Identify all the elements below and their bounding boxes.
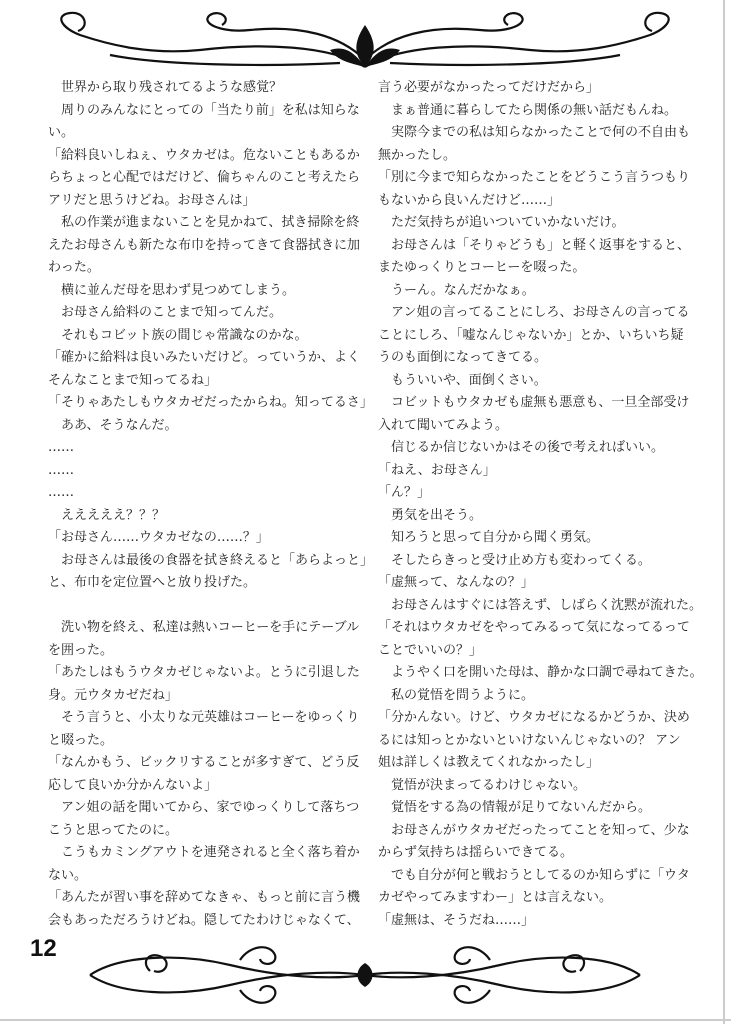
text-line: お母さんは最後の食器を拭き終えると「あらよっと」 [48,552,374,568]
text-line: 「虚無は、そうだね……」 [378,912,535,928]
page-edge-bottom [0,1019,731,1021]
page-edge-right [723,0,725,1024]
text-line: わった。 [48,260,100,275]
text-line: と、布巾を定位置へと放り投げた。 [48,575,257,590]
text-line: 世界から取り残されてるような感覚？ [48,80,283,95]
text-line: 「あんたが習い事を辞めてなきゃ、もっと前に言う機 [48,890,361,905]
text-line: 私の覚悟を問うように。 [378,687,535,703]
text-line: アン姐の言ってることにしろ、お母さんの言ってる [378,305,690,320]
text-line: そんなことまで知ってるね」 [48,372,218,388]
text-line: …… [48,462,74,478]
text-line: うーん。なんだかなぁ。 [378,282,535,298]
text-line: 会もあっただろうけどね。隠してたわけじゃなくて、 [48,912,360,928]
top-ornament-flourish [0,5,731,75]
text-line: を囲った。 [48,642,114,658]
text-line: 覚悟が決まってるわけじゃない。 [378,777,587,793]
text-line: それもコビット族の間じゃ常識なのかな。 [48,327,308,343]
text-line: 「なんかもう、ビックリすることが多すぎて、どう反 [48,755,360,770]
text-line: またゆっくりとコーヒーを啜った。 [378,260,586,275]
text-line: 言う必要がなかったってだけだから」 [378,80,600,95]
text-line: うのも面倒になってきてる。 [378,350,548,365]
text-line: もういいや、面倒くさい。 [378,372,547,388]
text-line: まぁ普通に暮らしてたら関係の無い話だもんね。 [378,102,678,118]
text-line: 横に並んだ母を思わず見つめてしまう。 [48,282,296,298]
text-line: ああ、そうなんだ。 [48,417,178,433]
text-line: …… [48,440,74,455]
text-line: でも自分が何と戦おうとしてるのか知らずに「ウタ [378,867,690,883]
text-line: い。 [48,125,75,140]
text-line: 「それはウタカゼをやってみるって気になってるって [378,620,690,635]
text-line: 勇気を出そう。 [378,507,483,523]
text-line: と啜った。 [48,732,114,748]
text-line: ことでいいの？」 [378,642,483,658]
text-line: そしたらきっと受け止め方も変わってくる。 [378,552,651,568]
text-line: 「給料良いしねぇ、ウタカゼは。危ないこともあるか [48,147,360,163]
text-line: 「分かんない。けど、ウタカゼになるかどうか、決め [378,710,690,725]
text-line: ない。 [48,867,88,883]
bottom-ornament-flourish [0,935,731,1010]
text-line: アン姐の話を聞いてから、家でゆっくりして落ちつ [48,800,360,815]
text-line: こうと思ってたのに。 [48,822,179,838]
page-number: 12 [30,935,57,962]
text-line: 応して良いか分かんないよ」 [48,777,218,793]
text-line: 「虚無って、なんなの？」 [378,575,534,590]
text-line: えたお母さんも新たな布巾を持ってきて食器拭きに加 [48,237,361,253]
text-line: 「確かに給料は良いみたいだけど。っていうか、よく [48,350,361,365]
text-line: 洗い物を終え、私達は熱いコーヒーを手にテーブル [48,620,360,635]
text-line: らちょっと心配ではだけど、倫ちゃんのこと考えたら [48,170,361,185]
text-line: お母さんは「そりゃどうも」と軽く返事をすると、 [378,237,691,253]
text-line: 知ろうと思って自分から聞く勇気。 [378,530,600,545]
text-line: 身。元ウタカゼだね」 [48,687,178,703]
text-line: 「ん？」 [378,485,431,500]
text-line: ただ気持ちが追いついていかないだけ。 [378,215,625,230]
text-line: 「あたしはもうウタカゼじゃないよ。とうに引退した [48,665,360,680]
text-line [48,595,374,618]
text-line: ようやく口を開いた母は、静かな口調で尋ねてきた。 [378,665,703,680]
text-line: 無かったし。 [378,147,457,163]
text-line: …… [48,485,74,500]
text-line: 「お母さん……ウタカゼなの……？」 [48,530,269,545]
text-line: 「そりゃあたしもウタカゼだったからね。知ってるさ」 [48,395,373,410]
text-line: お母さん給料のことまで知ってんだ。 [48,305,283,320]
text-line: アリだと思うけどね。お母さんは」 [48,192,256,208]
text-line: 覚悟をする為の情報が足りてないんだから。 [378,800,652,815]
text-line: お母さんがウタカゼだったってことを知って、少な [378,822,690,838]
left-text-column [48,77,374,932]
text-line: 入れて聞いてみよう。 [378,417,509,433]
text-line: もないから良いんだけど……」 [378,192,561,208]
text-line: 周りのみんなにとっての「当たり前」を私は知らな [48,102,360,118]
text-line: ことにしろ、「嘘なんじゃないか」とか、いちいち疑 [378,327,684,343]
text-line: からず気持ちは揺らいできてる。 [378,845,574,860]
text-line: 実際今までの私は知らなかったことで何の不自由も [378,125,691,140]
text-line: 姐は詳しくは教えてくれなかったし」 [378,755,600,770]
text-line: 信じるか信じないかはその後で考えればいい。 [378,440,665,455]
text-line: 「別に今まで知らなかったことをどうこう言うつもり [378,170,691,185]
text-line: 私の作業が進まないことを見かねて、拭き掃除を終 [48,215,360,230]
text-line: そう言うと、小太りな元英雄はコーヒーをゆっくり [48,710,360,725]
right-text-column [378,77,704,932]
text-line: カゼやってみますわー」とは言えない。 [378,890,613,905]
text-line: お母さんはすぐには答えず、しばらく沈黙が流れた。 [378,597,702,613]
text-line: 「ねえ、お母さん」 [378,462,496,478]
text-line: えええええ？？？ [48,507,166,523]
text-line: こうもカミングアウトを連発されると全く落ち着か [48,845,360,860]
text-line: るには知っとかないといけないんじゃないの？ アン [378,732,681,748]
text-line: コビットもウタカゼも虚無も悪意も、一旦全部受け [378,395,690,410]
